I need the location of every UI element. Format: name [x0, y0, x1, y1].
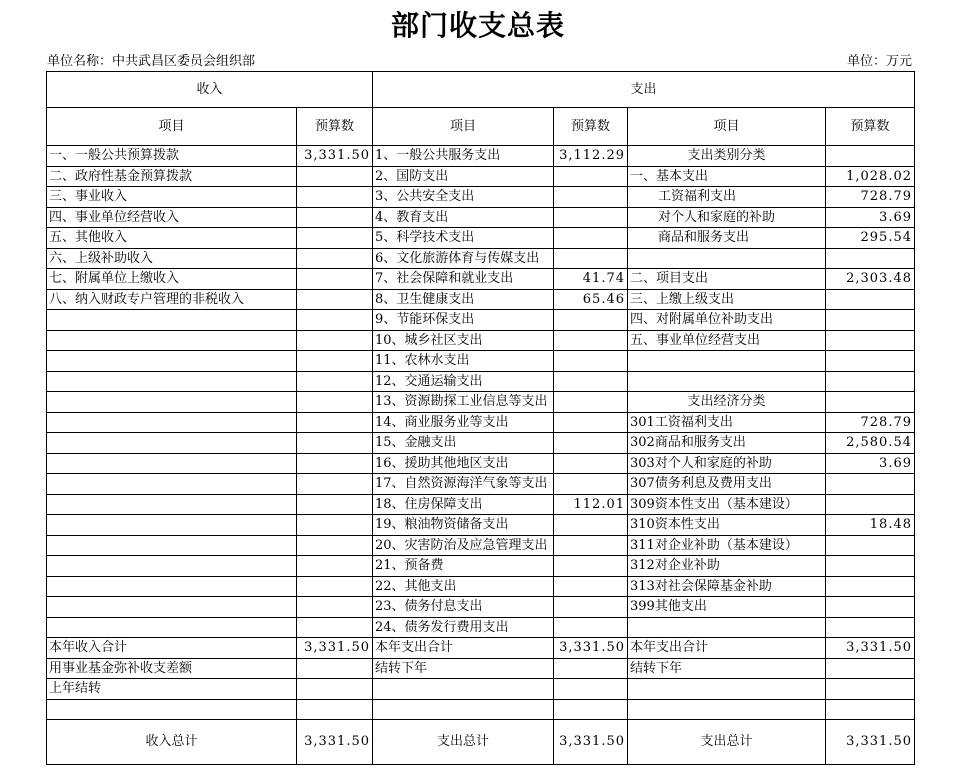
class-expense-value: 3.69 [826, 453, 915, 474]
table-row [47, 187, 915, 208]
class-expense-item: 三、上缴上级支出 [628, 289, 826, 310]
class-expense-item: 313对社会保障基金补助 [628, 576, 826, 597]
empty-cell [628, 699, 826, 720]
income-value [297, 248, 373, 269]
table-row [47, 351, 915, 372]
expense-total-label-2: 本年支出合计 [628, 638, 826, 659]
func-expense-value [554, 248, 628, 269]
carry-forward-value-2 [826, 658, 915, 679]
table-row [47, 289, 915, 310]
class-expense-value [826, 474, 915, 495]
class-expense-value [826, 535, 915, 556]
class-expense-item [628, 371, 826, 392]
func-expense-value [554, 330, 628, 351]
income-item-header: 项目 [47, 108, 297, 146]
income-item [47, 371, 297, 392]
class-expense-item: 302商品和服务支出 [628, 433, 826, 454]
func-expense-value [554, 474, 628, 495]
income-item: 八、纳入财政专户管理的非税收入 [47, 289, 297, 310]
class-expense-item: 五、事业单位经营支出 [628, 330, 826, 351]
table-row [47, 248, 915, 269]
fund-row [47, 658, 915, 679]
class-expense-value [826, 146, 915, 167]
unit-label: 单位：万元 [846, 54, 912, 69]
carry-forward-label: 结转下年 [373, 658, 554, 679]
table-row [47, 617, 915, 638]
income-value [297, 412, 373, 433]
class-expense-item: 303对个人和家庭的补助 [628, 453, 826, 474]
class-expense-value [826, 494, 915, 515]
income-item: 四、事业单位经营收入 [47, 207, 297, 228]
income-item [47, 330, 297, 351]
last-year-row [47, 679, 915, 700]
func-expense-value [554, 556, 628, 577]
column-header-row [47, 108, 915, 146]
func-expense-item: 8、卫生健康支出 [373, 289, 554, 310]
grand-total-row [47, 720, 915, 765]
income-total-label: 本年收入合计 [47, 638, 297, 659]
expense-grand-value: 3,331.50 [554, 720, 628, 765]
func-expense-item: 15、金融支出 [373, 433, 554, 454]
last-year-value [297, 679, 373, 700]
class-expense-value [826, 597, 915, 618]
func-expense-value [554, 187, 628, 208]
class-expense-item: 支出经济分类 [628, 392, 826, 413]
income-item: 三、事业收入 [47, 187, 297, 208]
income-value [297, 289, 373, 310]
class-expense-item: 312对企业补助 [628, 556, 826, 577]
func-expense-item: 2、国防支出 [373, 166, 554, 187]
class-expense-value: 1,028.02 [826, 166, 915, 187]
income-item [47, 617, 297, 638]
income-item [47, 310, 297, 331]
income-item: 五、其他收入 [47, 228, 297, 249]
class-expense-value [826, 617, 915, 638]
empty-cell [554, 679, 628, 700]
func-expense-item: 11、农林水支出 [373, 351, 554, 372]
class-expense-value [826, 576, 915, 597]
class-expense-value: 3.69 [826, 207, 915, 228]
func-expense-value [554, 597, 628, 618]
table-row [47, 228, 915, 249]
carry-forward-value [554, 658, 628, 679]
table-row [47, 330, 915, 351]
fund-value [297, 658, 373, 679]
expense-total-label: 本年支出合计 [373, 638, 554, 659]
income-value [297, 330, 373, 351]
income-value [297, 269, 373, 290]
func-expense-value [554, 453, 628, 474]
empty-cell [47, 699, 297, 720]
class-expense-item [628, 248, 826, 269]
income-value [297, 535, 373, 556]
income-value [297, 556, 373, 577]
section-header-row [47, 72, 915, 108]
class-expense-value: 728.79 [826, 187, 915, 208]
func-expense-item: 3、公共安全支出 [373, 187, 554, 208]
class-expense-item: 工资福利支出 [628, 187, 826, 208]
func-expense-value [554, 310, 628, 331]
income-value [297, 494, 373, 515]
class-expense-value [826, 248, 915, 269]
unit-name: 单位名称：中共武昌区委员会组织部 [47, 54, 256, 69]
income-item [47, 535, 297, 556]
func-expense-item: 16、援助其他地区支出 [373, 453, 554, 474]
empty-cell [297, 699, 373, 720]
class-item-header: 项目 [628, 108, 826, 146]
table-row [47, 269, 915, 290]
func-expense-value: 112.01 [554, 494, 628, 515]
empty-cell [826, 679, 915, 700]
income-item: 一、一般公共预算拨款 [47, 146, 297, 167]
empty-cell [554, 699, 628, 720]
expense-total-value-2: 3,331.50 [826, 638, 915, 659]
func-expense-item: 17、自然资源海洋气象等支出 [373, 474, 554, 495]
income-value [297, 474, 373, 495]
income-item: 二、政府性基金预算拨款 [47, 166, 297, 187]
income-total-row [47, 638, 915, 659]
income-item [47, 453, 297, 474]
func-expense-item: 9、节能环保支出 [373, 310, 554, 331]
class-expense-value: 295.54 [826, 228, 915, 249]
func-expense-item: 20、灾害防治及应急管理支出 [373, 535, 554, 556]
class-expense-value [826, 556, 915, 577]
class-expense-value: 2,303.48 [826, 269, 915, 290]
table-row [47, 515, 915, 536]
func-expense-item: 7、社会保障和就业支出 [373, 269, 554, 290]
class-expense-item: 支出类别分类 [628, 146, 826, 167]
table-row [47, 576, 915, 597]
income-header: 收入 [47, 72, 373, 108]
class-expense-value [826, 289, 915, 310]
income-value [297, 453, 373, 474]
blank-row [47, 699, 915, 720]
income-item: 七、附属单位上缴收入 [47, 269, 297, 290]
func-expense-value [554, 228, 628, 249]
empty-cell [373, 679, 554, 700]
income-item [47, 433, 297, 454]
income-item [47, 412, 297, 433]
class-expense-value [826, 330, 915, 351]
expense-total-value: 3,331.50 [554, 638, 628, 659]
income-item [47, 494, 297, 515]
table-row [47, 597, 915, 618]
table-row [47, 371, 915, 392]
income-item [47, 556, 297, 577]
income-value: 3,331.50 [297, 146, 373, 167]
class-expense-value [826, 371, 915, 392]
income-value [297, 207, 373, 228]
func-expense-item: 21、预备费 [373, 556, 554, 577]
income-value [297, 166, 373, 187]
budget-table [46, 71, 915, 765]
func-expense-value: 3,112.29 [554, 146, 628, 167]
income-value [297, 310, 373, 331]
income-value [297, 576, 373, 597]
func-expense-item: 10、城乡社区支出 [373, 330, 554, 351]
carry-forward-label-2: 结转下年 [628, 658, 826, 679]
income-budget-header: 预算数 [297, 108, 373, 146]
class-budget-header: 预算数 [826, 108, 915, 146]
func-expense-value [554, 515, 628, 536]
func-expense-value: 41.74 [554, 269, 628, 290]
func-expense-item: 14、商业服务业等支出 [373, 412, 554, 433]
func-expense-value [554, 576, 628, 597]
func-expense-item: 4、教育支出 [373, 207, 554, 228]
class-expense-item: 商品和服务支出 [628, 228, 826, 249]
class-expense-item: 一、基本支出 [628, 166, 826, 187]
class-expense-value: 728.79 [826, 412, 915, 433]
income-item [47, 474, 297, 495]
table-row [47, 433, 915, 454]
table-row [47, 207, 915, 228]
func-item-header: 项目 [373, 108, 554, 146]
class-expense-item: 307债务利息及费用支出 [628, 474, 826, 495]
func-expense-value [554, 351, 628, 372]
func-expense-value [554, 392, 628, 413]
income-item: 六、上级补助收入 [47, 248, 297, 269]
empty-cell [373, 699, 554, 720]
income-value [297, 433, 373, 454]
income-item [47, 515, 297, 536]
table-row [47, 310, 915, 331]
income-value [297, 351, 373, 372]
income-value [297, 617, 373, 638]
func-expense-value [554, 433, 628, 454]
func-expense-item: 19、粮油物资储备支出 [373, 515, 554, 536]
func-expense-value [554, 371, 628, 392]
expense-header: 支出 [373, 72, 915, 108]
empty-cell [628, 679, 826, 700]
class-expense-item: 对个人和家庭的补助 [628, 207, 826, 228]
table-row [47, 535, 915, 556]
func-expense-value: 65.46 [554, 289, 628, 310]
class-expense-item: 310资本性支出 [628, 515, 826, 536]
fund-label: 用事业基金弥补收支差额 [47, 658, 297, 679]
class-expense-item: 399其他支出 [628, 597, 826, 618]
table-row [47, 412, 915, 433]
income-item [47, 576, 297, 597]
empty-cell [826, 699, 915, 720]
income-value [297, 515, 373, 536]
class-expense-value [826, 351, 915, 372]
table-row [47, 556, 915, 577]
class-expense-item: 311对企业补助（基本建设） [628, 535, 826, 556]
last-year-label: 上年结转 [47, 679, 297, 700]
func-expense-value [554, 535, 628, 556]
class-expense-value: 18.48 [826, 515, 915, 536]
func-expense-item: 23、债务付息支出 [373, 597, 554, 618]
table-row [47, 392, 915, 413]
func-expense-item: 6、文化旅游体育与传媒支出 [373, 248, 554, 269]
class-expense-value [826, 392, 915, 413]
func-expense-value [554, 412, 628, 433]
income-item [47, 597, 297, 618]
class-expense-item: 309资本性支出（基本建设） [628, 494, 826, 515]
func-expense-item: 18、住房保障支出 [373, 494, 554, 515]
func-expense-item: 24、债务发行费用支出 [373, 617, 554, 638]
class-expense-value: 2,580.54 [826, 433, 915, 454]
income-value [297, 371, 373, 392]
class-expense-item [628, 351, 826, 372]
func-expense-value [554, 617, 628, 638]
income-grand-value: 3,331.50 [297, 720, 373, 765]
class-expense-item [628, 617, 826, 638]
class-expense-value [826, 310, 915, 331]
expense-grand-value-2: 3,331.50 [826, 720, 915, 765]
table-row [47, 474, 915, 495]
table-row [47, 146, 915, 167]
class-expense-item: 301工资福利支出 [628, 412, 826, 433]
income-value [297, 187, 373, 208]
func-budget-header: 预算数 [554, 108, 628, 146]
expense-grand-label: 支出总计 [373, 720, 554, 765]
income-value [297, 597, 373, 618]
income-grand-label: 收入总计 [47, 720, 297, 765]
income-value [297, 228, 373, 249]
func-expense-value [554, 207, 628, 228]
func-expense-item: 22、其他支出 [373, 576, 554, 597]
class-expense-item: 四、对附属单位补助支出 [628, 310, 826, 331]
func-expense-value [554, 166, 628, 187]
func-expense-item: 1、一般公共服务支出 [373, 146, 554, 167]
table-row [47, 453, 915, 474]
expense-grand-label-2: 支出总计 [628, 720, 826, 765]
table-row [47, 494, 915, 515]
func-expense-item: 13、资源勘探工业信息等支出 [373, 392, 554, 413]
income-total-value: 3,331.50 [297, 638, 373, 659]
income-item [47, 351, 297, 372]
class-expense-item: 二、项目支出 [628, 269, 826, 290]
income-value [297, 392, 373, 413]
page-title: 部门收支总表 [390, 9, 565, 42]
func-expense-item: 5、科学技术支出 [373, 228, 554, 249]
table-row [47, 166, 915, 187]
func-expense-item: 12、交通运输支出 [373, 371, 554, 392]
income-item [47, 392, 297, 413]
